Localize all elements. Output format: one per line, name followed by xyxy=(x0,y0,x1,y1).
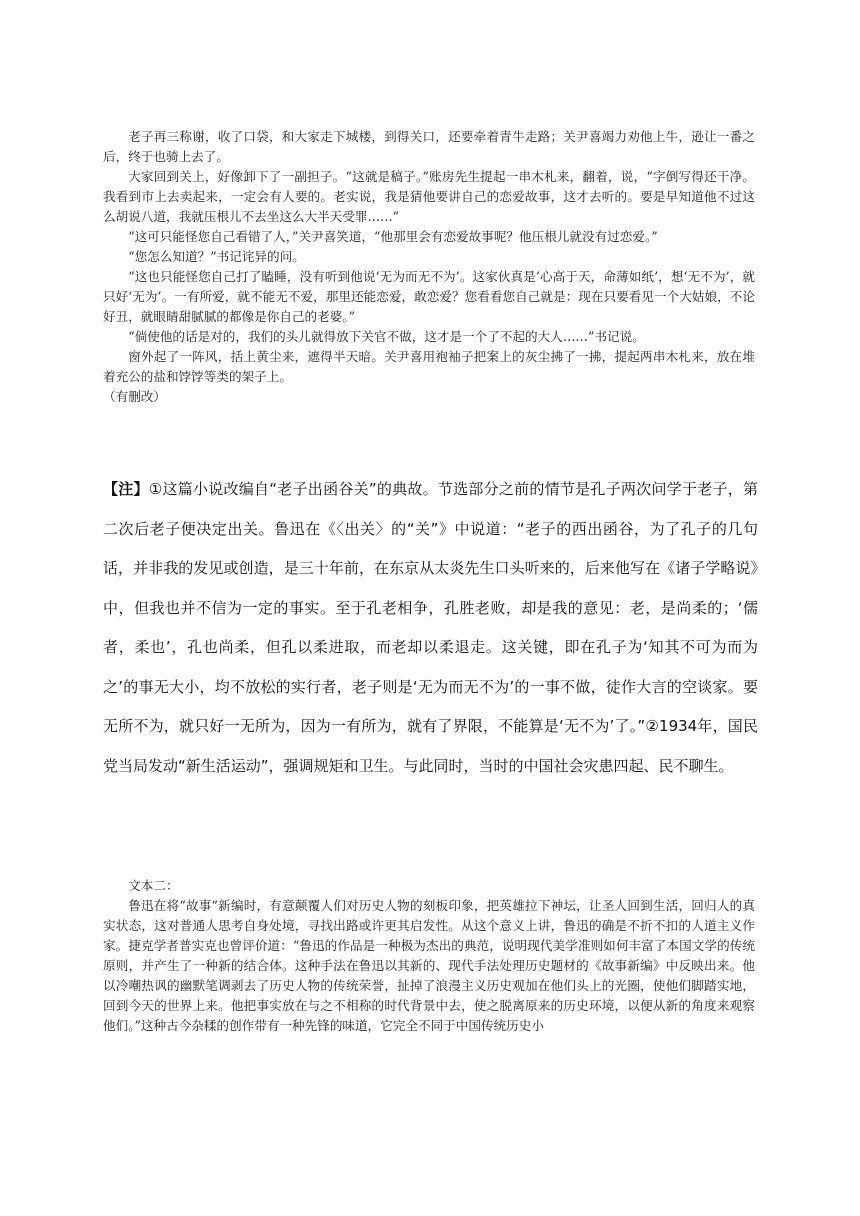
paragraph: “这也只能怪您自己打了瞌睡，没有听到他说‘无为而无不为’。这家伙真是‘心高于天，命薄如纸’，想‘无不为’，就只好‘无为’。一有所爱，就不能无不爱，那里还能恋爱，敢恋爱？您看看您自己就是：现在只要看见一个大姑娘，不论好丑，就眼睛甜腻腻的都像是你自己的老婆。” xyxy=(103,269,755,324)
annotation-note xyxy=(103,470,758,786)
paragraph: 鲁迅在将“故事”新编时，有意颠覆人们对历史人物的刻板印象，把英雄拉下神坛，让圣人回到生活，回归人的真实状态，这对普通人思考自身处境，寻找出路或许更其启发性。从这个意义上讲，鲁迅的确是不折不扣的人道主义作家。捷克学者普实克也曾评价道：“鲁迅的作品是一种极为杰出的典范，说明现代美学准则如何丰富了本国文学的传统原则，并产生了一种新的结合体。这种手法在鲁迅以其新的、现代手法处理历史题材的《故事新编》中反映出来。他以冷嘲热讽的幽默笔调剥去了历史人物的传统荣誉，扯掉了浪漫主义历史观加在他们头上的光圈，使他们脚踏实地，回到今天的世界上来。他把事实放在与之不相称的时代背景中去，使之脱离原来的历史环境，以便从新的角度来观察他们。”这种古今杂糅的创作带有一种先锋的味道，它完全不同于中国传统历史小 xyxy=(103,898,755,1033)
paragraph: “您怎么知道？”书记诧异的问。 xyxy=(128,249,305,264)
paragraph: “倘使他的话是对的，我们的头儿就得放下关官不做，这才是一个了不起的大人……”书记说。 xyxy=(128,329,645,344)
note-paragraph xyxy=(103,470,758,786)
note-label: 【注】 xyxy=(103,480,149,498)
source-note: （有删改） xyxy=(103,389,166,404)
text-two-excerpt xyxy=(103,876,755,1036)
paragraph: “这可只能怪您自己看错了人，”关尹喜笑道，“他那里会有恋爱故事呢？他压根儿就没有过恋爱。” xyxy=(128,229,658,244)
paragraph: 老子再三称谢，收了口袋，和大家走下城楼，到得关口，还要牵着青牛走路；关尹喜竭力劝他上牛，逊让一番之后，终于也骑上去了。 xyxy=(103,129,755,164)
section-heading: 文本二： xyxy=(128,878,179,893)
text-one-excerpt xyxy=(103,127,755,407)
note-text: ①这篇小说改编自“老子出函谷关”的典故。节选部分之前的情节是孔子两次问学于老子，第二次后老子便决定出关。鲁迅在《〈出关〉的“关”》中说道：“老子的西出函谷，为了孔子的几句话，并非我的发见或创造，是三十年前，在东京从太炎先生口头听来的，后来他写在《诸子学略说》中，但我也并不信为一定的事实。至于孔老相争，孔胜老败，却是我的意见：老，是尚柔的；‘儒者，柔也’，孔也尚柔，但孔以柔进取，而老却以柔退走。这关键，即在孔子为‘知其不可为而为之’的事无大小，均不放松的实行者，老子则是‘无为而无不为’的一事不做，徒作大言的空谈家。要无所不为，就只好一无所为，因为一有所为，就有了界限，不能算是‘无不为’了。”②1934年，国民党当局发动“新生活运动”，强调规矩和卫生。与此同时，当时的中国社会灾患四起、民不聊生。 xyxy=(103,480,758,775)
paragraph: 窗外起了一阵风，括上黄尘来，遮得半天暗。关尹喜用袍袖子把案上的灰尘拂了一拂，提起两串木札来，放在堆着充公的盐和饽饽等类的架子上。 xyxy=(103,349,755,384)
paragraph: 大家回到关上，好像卸下了一副担子。“这就是稿子。”账房先生提起一串木札来，翻着，说，“字倒写得还干净。我看到市上去卖起来，一定会有人要的。老实说，我是猜他要讲自己的恋爱故事，这才去听的。要是早知道他不过这么胡说八道，我就压根儿不去坐这么大半天受罪……” xyxy=(103,169,755,224)
